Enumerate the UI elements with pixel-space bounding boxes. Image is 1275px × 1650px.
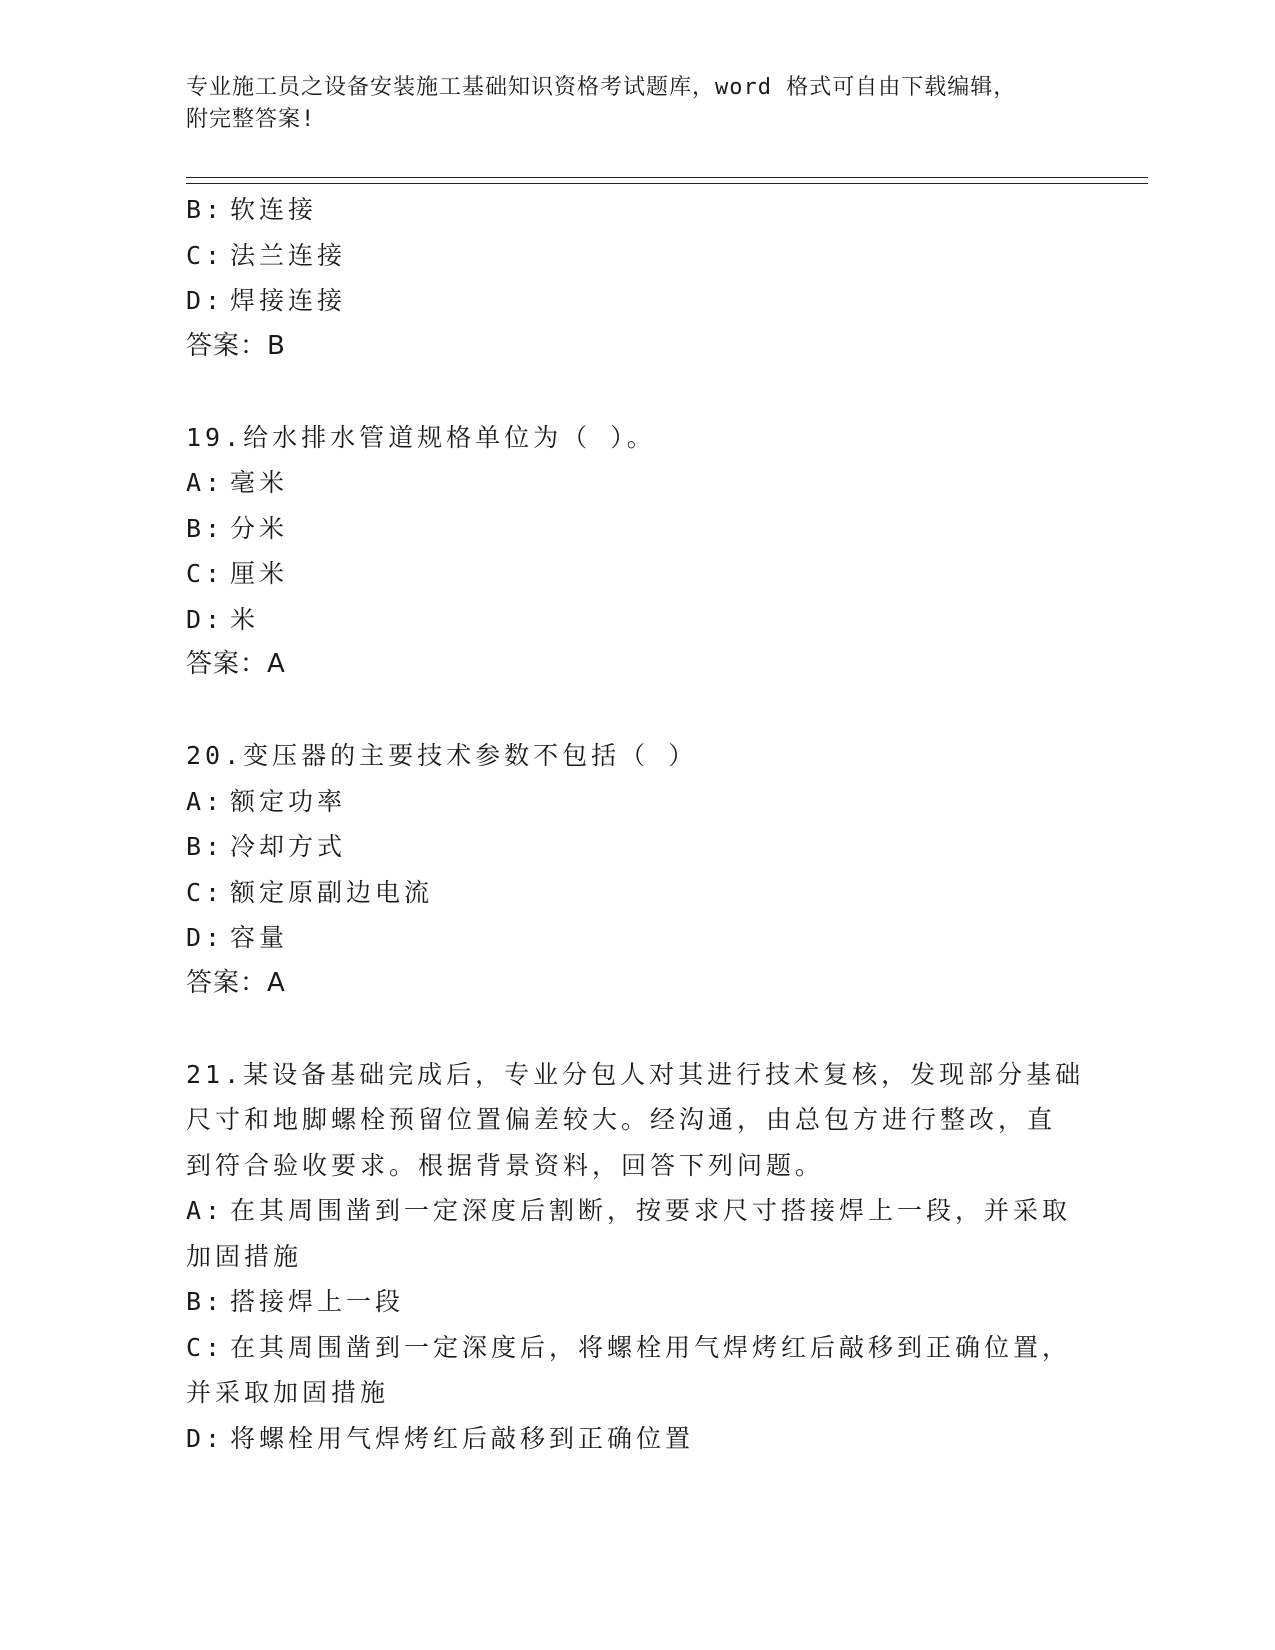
header-divider-bottom (186, 183, 1148, 184)
question-stem: 20.变压器的主要技术参数不包括（ ） (186, 741, 698, 770)
option-b (186, 506, 1086, 552)
option-b (186, 1279, 1086, 1325)
option-key: B: (186, 1287, 225, 1316)
option-a (186, 460, 1086, 506)
question-spacer (186, 688, 1086, 734)
option-text: 厘米 (230, 559, 289, 588)
question-21 (186, 1052, 1086, 1462)
option-d (186, 278, 1086, 324)
answer-line: 答案：A (186, 967, 286, 998)
option-text: 额定原副边电流 (230, 877, 434, 907)
question-19 (186, 415, 1086, 688)
document-header (186, 72, 1086, 136)
answer-line: 答案：B (186, 330, 286, 361)
question-20 (186, 733, 1086, 1006)
option-key: B: (186, 195, 225, 224)
option-key: D: (186, 1423, 225, 1453)
option-text: 分米 (230, 513, 289, 543)
option-d (186, 1416, 1086, 1462)
answer-line: 答案：A (186, 649, 286, 679)
option-text: 在其周围凿到一定深度后割断，按要求尺寸搭接焊上一段，并采取 (230, 1196, 1072, 1225)
question-list (186, 187, 1086, 1461)
question-stem-line: 到符合验收要求。根据背景资料，回答下列问题。 (186, 1150, 825, 1180)
question-stem-line: 21.某设备基础完成后，专业分包人对其进行技术复核，发现部分基础 (186, 1059, 1085, 1089)
question-stem-line: 尺寸和地脚螺栓预留位置偏差较大。经沟通，由总包方进行整改，直 (186, 1105, 1057, 1134)
option-text: 毫米 (230, 468, 289, 497)
option-text: 法兰连接 (230, 240, 347, 270)
option-c (186, 870, 1086, 916)
question-stem: 19.给水排水管道规格单位为（ ）。 (186, 422, 656, 452)
option-text: 米 (230, 604, 260, 634)
option-b (186, 187, 1086, 233)
option-a-continuation: 加固措施 (186, 1241, 303, 1271)
option-key: D: (186, 286, 225, 315)
question-spacer (186, 1006, 1086, 1052)
option-key: A: (186, 1196, 225, 1225)
option-d (186, 597, 1086, 643)
option-key: C: (186, 877, 225, 907)
option-a (186, 1188, 1086, 1234)
option-key: D: (186, 923, 225, 952)
option-c-continuation: 并采取加固措施 (186, 1378, 390, 1407)
option-text: 搭接焊上一段 (230, 1287, 405, 1316)
header-line-1: 专业施工员之设备安装施工基础知识资格考试题库，word 格式可自由下载编辑， (186, 75, 1017, 100)
option-key: D: (186, 604, 225, 634)
question-spacer (186, 369, 1086, 415)
option-c (186, 1325, 1086, 1371)
option-text: 将螺栓用气焊烤红后敲移到正确位置 (230, 1423, 695, 1453)
option-b (186, 824, 1086, 870)
header-line-2: 附完整答案! (186, 107, 316, 132)
option-c (186, 233, 1086, 279)
option-key: C: (186, 240, 225, 270)
option-key: A: (186, 468, 225, 497)
question-partial (186, 187, 1086, 369)
option-key: A: (186, 786, 225, 816)
option-d (186, 915, 1086, 961)
option-c (186, 551, 1086, 597)
option-key: B: (186, 832, 225, 861)
option-key: C: (186, 559, 225, 588)
option-key: B: (186, 513, 225, 543)
option-text: 焊接连接 (230, 286, 347, 315)
header-divider-top (186, 177, 1148, 178)
option-text: 容量 (230, 923, 289, 952)
option-text: 额定功率 (230, 786, 347, 816)
option-text: 冷却方式 (230, 832, 347, 861)
option-a (186, 779, 1086, 825)
option-text: 在其周围凿到一定深度后，将螺栓用气焊烤红后敲移到正确位置， (230, 1332, 1072, 1362)
option-text: 软连接 (230, 195, 318, 224)
option-key: C: (186, 1332, 225, 1362)
